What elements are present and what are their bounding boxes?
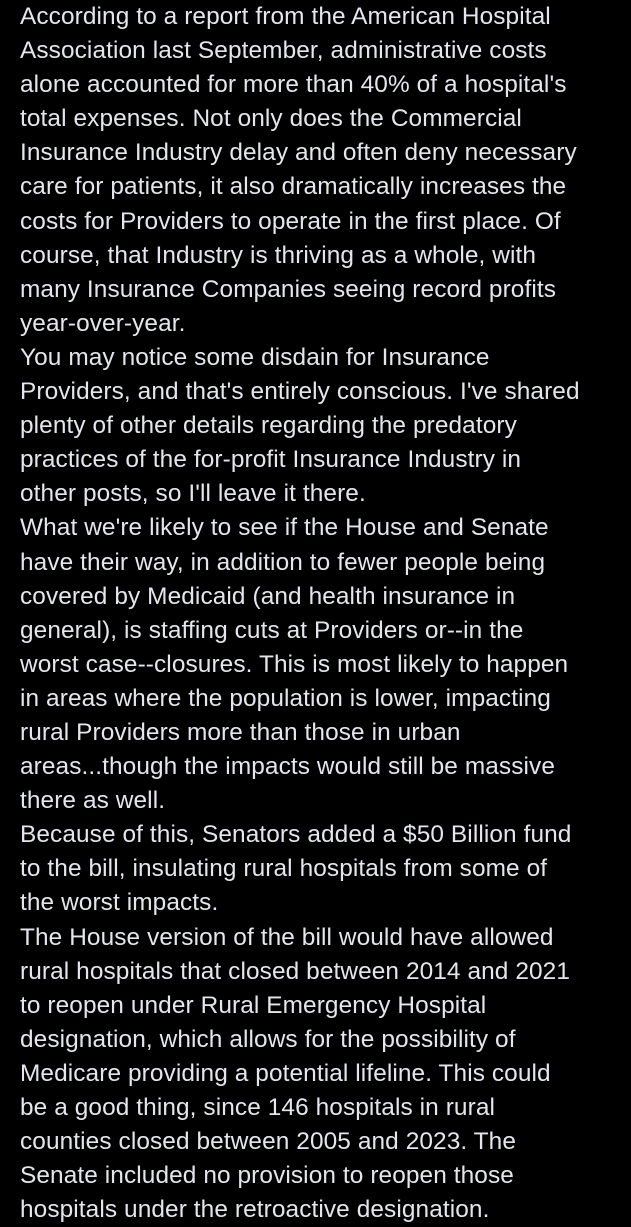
text-line: counties closed between 2005 and 2023. The [20,1128,517,1156]
text-line: have their way, in addition to fewer people being [20,548,546,576]
text-line: worst case--closures. This is most likely to happen [20,650,569,678]
text-line: many Insurance Companies seeing record profits [20,275,557,303]
text-line: care for patients, it also dramatically increases the [20,173,567,201]
post-body [20,0,620,1227]
text-line: rural hospitals that closed between 2014 and 2021 [20,957,571,985]
text-line: What we're likely to see if the House and Senate [20,514,549,542]
text-line: course, that Industry is thriving as a whole, with [20,241,537,269]
text-line: Association last September, administrative costs [20,37,547,65]
text-line: practices of the for-profit Insurance Industry in [20,446,522,474]
text-line: Medicare providing a potential lifeline. This could [20,1059,551,1087]
text-line: there as well. [20,787,166,815]
text-line: the worst impacts. [20,889,219,917]
text-line: According to a report from the American Hospital [20,3,551,30]
paragraph-hospital-costs [20,0,620,341]
text-line: general), is staffing cuts at Providers or--in the [20,616,524,644]
paragraph-rural-fund [20,818,620,920]
text-line: other posts, so I'll leave it there. [20,480,366,508]
text-line: year-over-year. [20,309,186,337]
text-line: be a good thing, since 146 hospitals in rural [20,1094,496,1121]
paragraph-insurance-disdain [20,341,620,511]
text-line: The House version of the bill would have allowed [20,923,554,951]
text-line: plenty of other details regarding the predatory [20,412,517,440]
text-line: Providers, and that's entirely conscious. I've shared [20,378,580,406]
text-line: Because of this, Senators added a $50 Billion fund [20,821,572,849]
text-line: alone accounted for more than 40% of a hospital's [20,71,567,99]
text-line: to reopen under Rural Emergency Hospital [20,991,487,1019]
text-line: You may notice some disdain for Insurance [20,343,490,371]
text-line: covered by Medicaid (and health insurance in [20,582,516,610]
text-line: rural Providers more than those in urban [20,718,461,746]
text-line: costs for Providers to operate in the first place. Of [20,207,561,235]
paragraph-staffing-cuts [20,511,620,818]
text-line: Senate included no provision to reopen those [20,1162,514,1190]
text-line: Insurance Industry delay and often deny necessary [20,139,577,167]
text-line: hospitals under the retroactive designation. [20,1196,490,1224]
text-line: designation, which allows for the possibility of [20,1025,516,1053]
paragraph-house-version [20,921,620,1227]
text-line: to the bill, insulating rural hospitals from some of [20,855,548,883]
text-line: total expenses. Not only does the Commercial [20,105,522,133]
text-line: in areas where the population is lower, impacting [20,684,551,712]
text-line: areas...though the impacts would still be massive [20,753,555,781]
